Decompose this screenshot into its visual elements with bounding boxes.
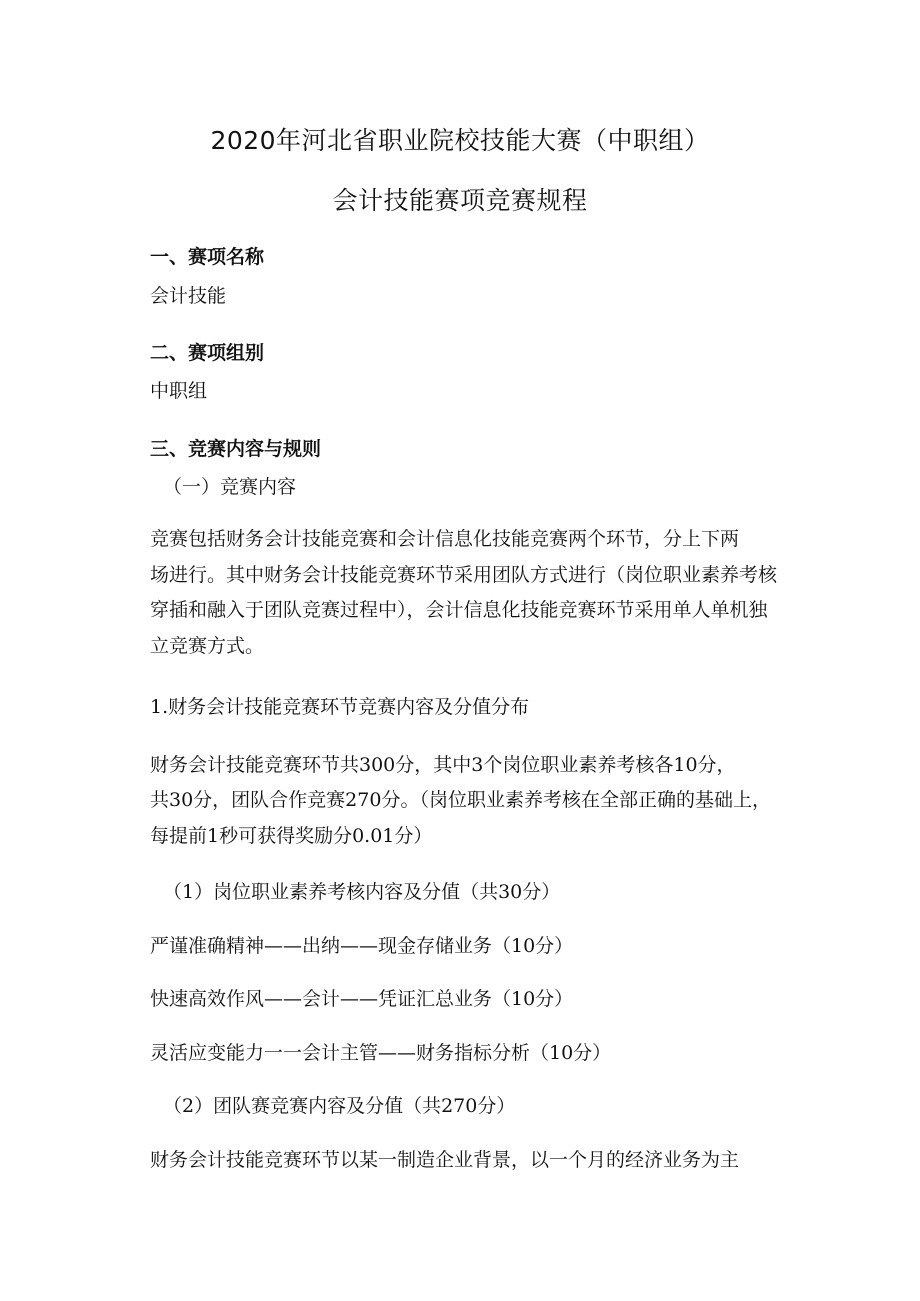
document-title-line-1: 2020年河北省职业院校技能大赛（中职组）	[210, 126, 710, 155]
paragraph-2-line-3: 每提前1秒可获得奖励分0.01分）	[150, 825, 433, 847]
document-title-line-2: 会计技能赛项竞赛规程	[332, 186, 588, 215]
item-1-heading: 1.财务会计技能竞赛环节竞赛内容及分值分布	[150, 696, 530, 718]
section-3-subheading: （一）竞赛内容	[163, 476, 297, 498]
paragraph-1-line-3: 穿插和融入于团队竞赛过程中），会计信息化技能竞赛环节采用单人单机独	[150, 599, 768, 621]
paragraph-3-line-1: 财务会计技能竞赛环节以某一制造企业背景，以一个月的经济业务为主	[150, 1149, 740, 1171]
paragraph-1-line-4: 立竞赛方式。	[150, 635, 265, 657]
section-1-heading: 一、赛项名称	[150, 246, 265, 268]
sub-item-2-heading: （2）团队赛竞赛内容及分值（共270分）	[163, 1095, 516, 1117]
section-1-body: 会计技能	[150, 285, 227, 307]
assessment-item-2: 快速高效作风——会计——凭证汇总业务（10分）	[150, 988, 574, 1010]
section-2-heading: 二、赛项组别	[150, 342, 265, 364]
paragraph-2-line-2: 共30分，团队合作竞赛270分。（岗位职业素养考核在全部正确的基础上，	[150, 789, 771, 811]
section-2-body: 中职组	[150, 380, 208, 402]
sub-item-1-heading: （1）岗位职业素养考核内容及分值（共30分）	[163, 881, 561, 903]
paragraph-1-line-2: 场进行。其中财务会计技能竞赛环节采用团队方式进行（岗位职业素养考核	[150, 564, 778, 586]
paragraph-1-line-1: 竞赛包括财务会计技能竞赛和会计信息化技能竞赛两个环节，分上下两	[150, 528, 740, 550]
assessment-item-3: 灵活应变能力一一会计主管——财务指标分析（10分）	[150, 1042, 612, 1064]
assessment-item-1: 严谨准确精神——出纳——现金存储业务（10分）	[150, 935, 574, 957]
paragraph-2-line-1: 财务会计技能竞赛环节共300分，其中3个岗位职业素养考核各10分，	[150, 754, 736, 776]
section-3-heading: 三、竞赛内容与规则	[150, 438, 322, 460]
